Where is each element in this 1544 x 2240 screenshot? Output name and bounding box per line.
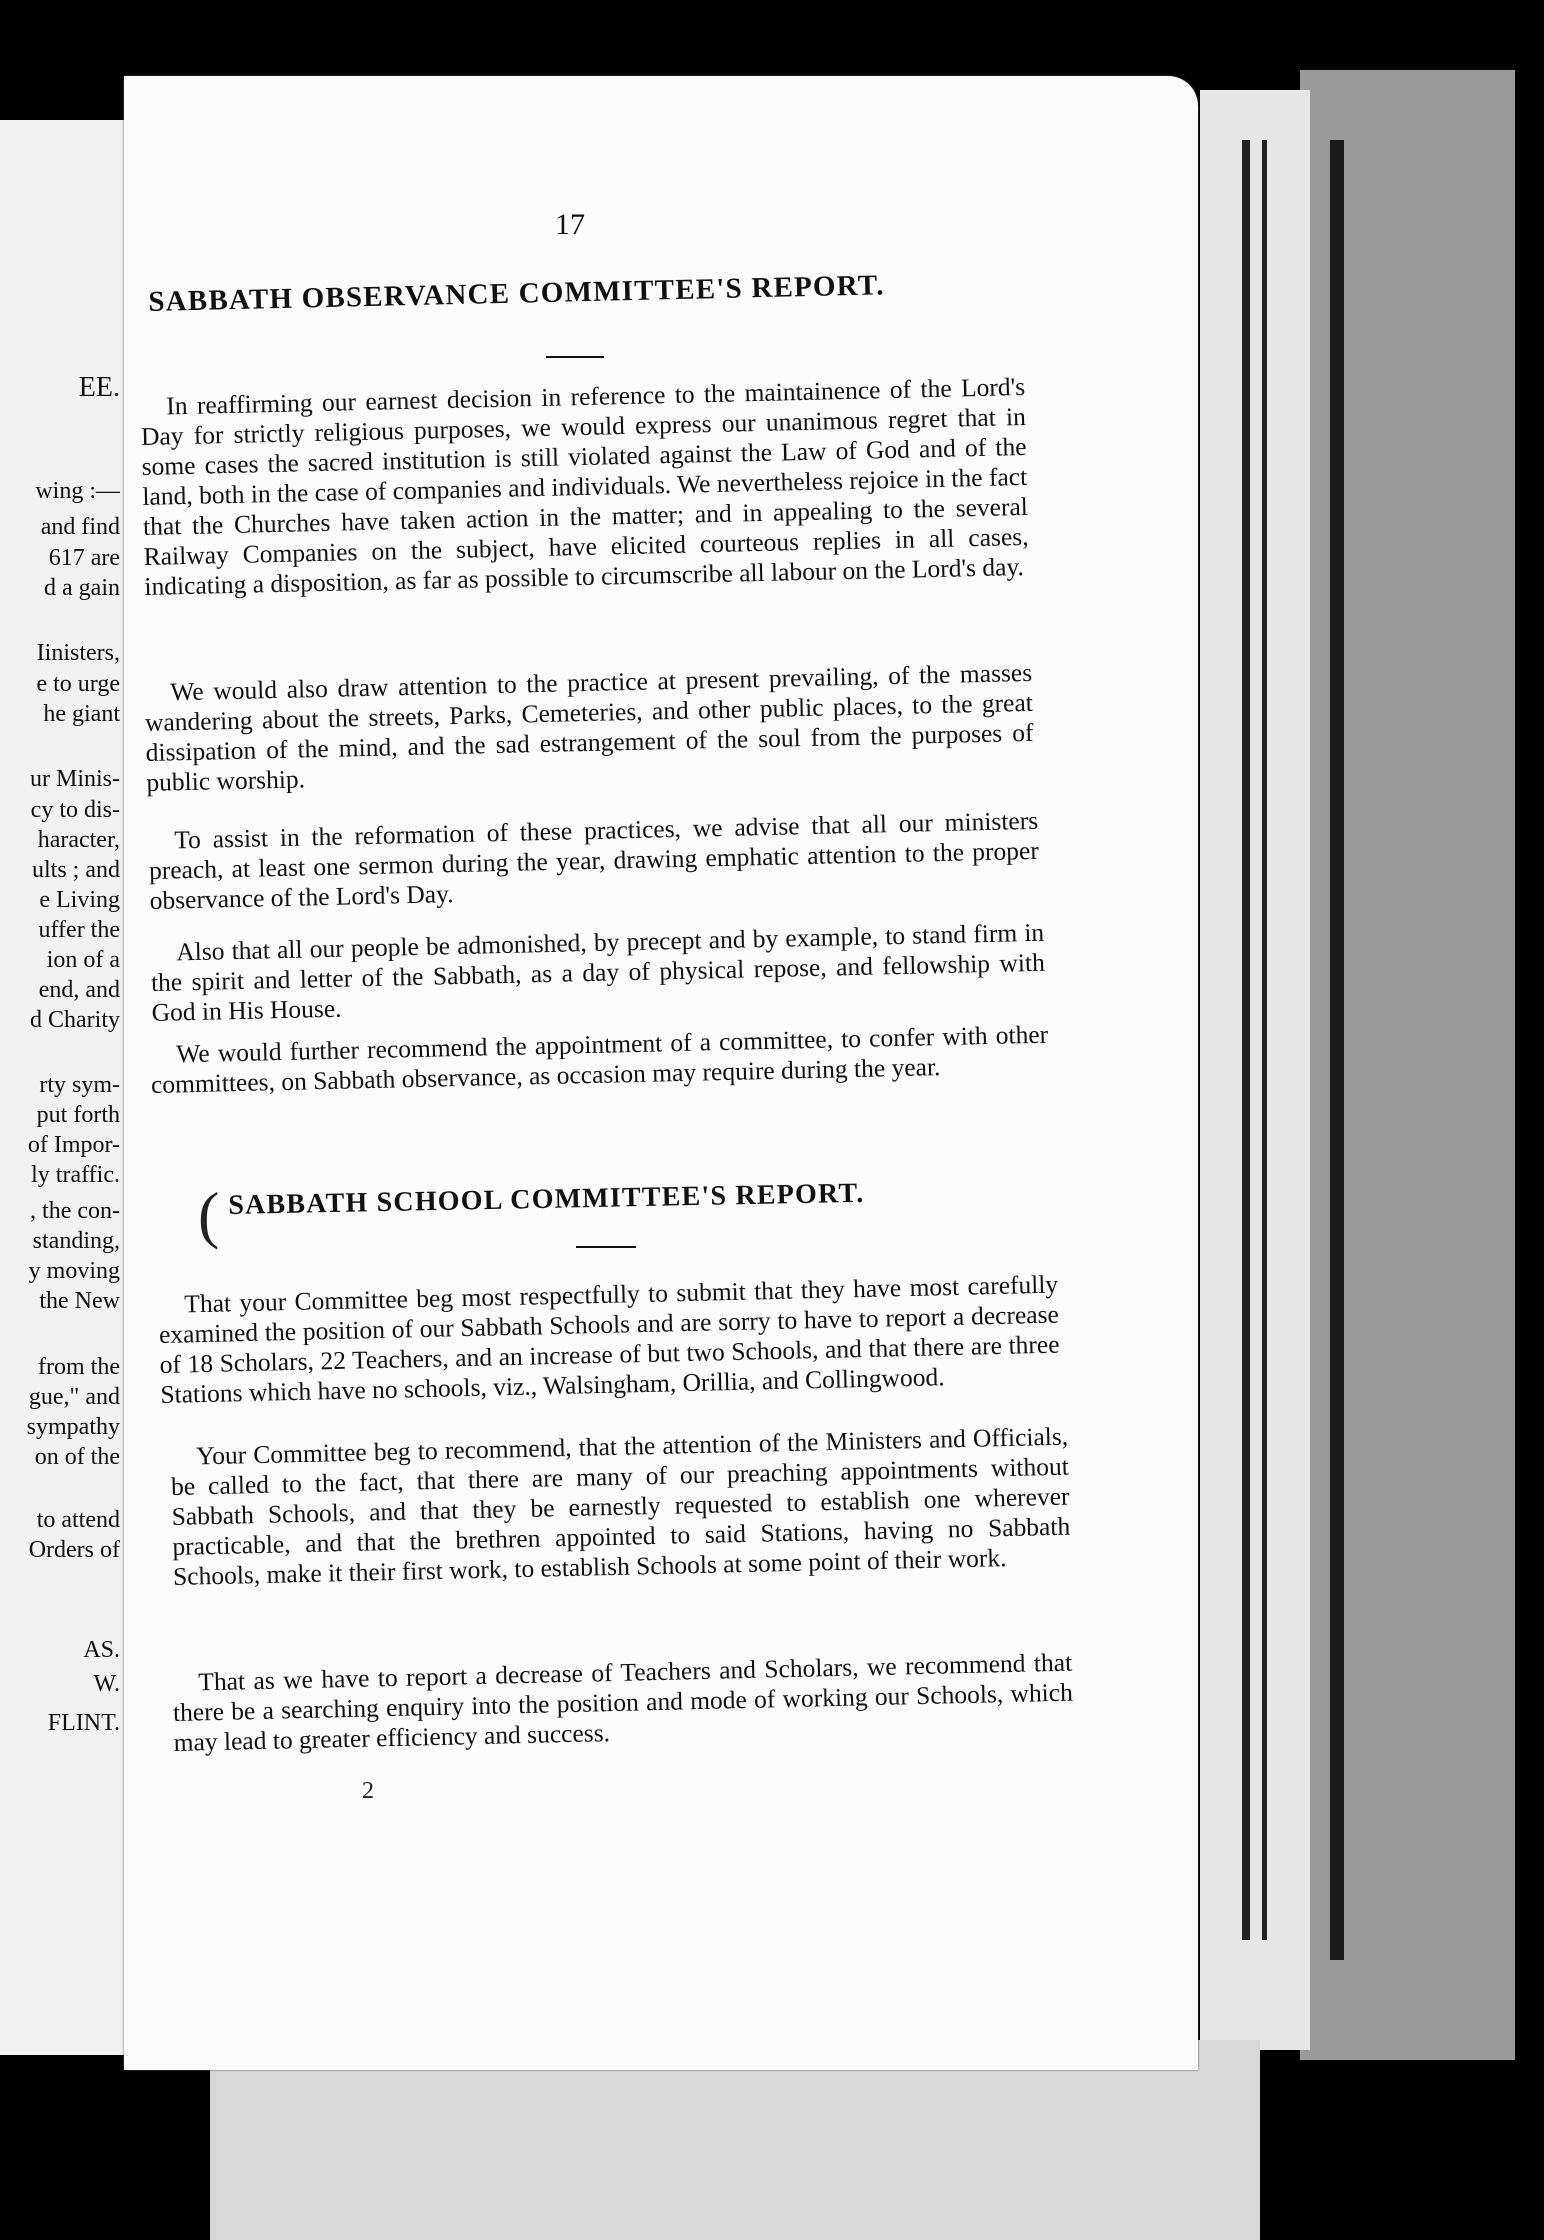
facing-page-line: standing, — [32, 1228, 120, 1254]
section-heading-sabbath-school: SABBATH SCHOOL COMMITTEE'S REPORT. — [228, 1177, 865, 1221]
facing-page-line: Iinisters, — [36, 640, 120, 666]
facing-page-line: d a gain — [44, 575, 120, 601]
underlying-page-strip — [210, 2040, 1260, 2240]
facing-page-line: e Living — [39, 887, 120, 913]
bracket-mark: ( — [198, 1179, 220, 1250]
facing-page-line: Orders of — [28, 1537, 120, 1563]
signature-mark: 2 — [362, 1778, 374, 1804]
facing-page-line: AS. — [83, 1637, 120, 1663]
facing-page-line: from the — [38, 1354, 120, 1380]
facing-page-line: end, and — [38, 977, 120, 1003]
facing-page-line: ur Minis- — [30, 766, 120, 792]
facing-page-line: wing :— — [35, 478, 120, 504]
facing-page-text — [0, 0, 120, 2240]
page-edge-line — [1242, 140, 1250, 1940]
facing-page-line: put forth — [36, 1102, 120, 1128]
page-number: 17 — [555, 208, 585, 241]
facing-page-line: ults ; and — [32, 857, 120, 883]
facing-page-line: sympathy — [26, 1414, 120, 1440]
book-edge-pages — [1200, 90, 1310, 2050]
facing-page-line: , the con- — [30, 1198, 120, 1224]
paragraph: Also that all our people be admonished, by precept and by example, to stand firm in the spirit and letter of the Sabbath, as a day of physical repose, and fellowship with God in His House. — [150, 917, 1046, 1027]
facing-page-line: EE. — [78, 372, 120, 403]
page-edge-line — [1330, 140, 1344, 1960]
facing-page-line: to attend — [36, 1507, 120, 1533]
heading-rule — [576, 1246, 636, 1248]
paragraph: That as we have to report a decrease of Teachers and Scholars, we recommend that there be a searching enquiry into the position and mode of working our Schools, which may lead to greater efficiency and success. — [172, 1647, 1074, 1757]
facing-page-line: e to urge — [36, 671, 120, 697]
facing-page-line: rty sym- — [39, 1072, 120, 1098]
facing-page-line: uffer the — [38, 917, 120, 943]
facing-page-line: ion of a — [46, 947, 120, 973]
paragraph: We would further recommend the appointment of a committee, to confer with other committees, on Sabbath observance, as occasion may require during the year. — [150, 1019, 1049, 1099]
paragraph: We would also draw attention to the practice at present prevailing, of the masses wandering about the streets, Parks, Cemeteries, and other public places, to the great dissipation of the mind, and the sad estrangement of the soul from the purposes of public worship. — [144, 657, 1034, 797]
facing-page-line: haracter, — [37, 827, 120, 853]
facing-page-line: and find — [40, 514, 120, 540]
facing-page-line: 617 are — [48, 545, 120, 571]
facing-page-line: he giant — [43, 701, 120, 727]
section-heading-sabbath-observance: SABBATH OBSERVANCE COMMITTEE'S REPORT. — [148, 269, 886, 318]
facing-page-line: ly traffic. — [31, 1162, 120, 1188]
heading-rule — [546, 356, 604, 358]
facing-page-line: of Impor- — [27, 1132, 120, 1158]
facing-page-line: FLINT. — [47, 1710, 120, 1736]
paragraph: To assist in the reformation of these practices, we advise that all our ministers preach, at least one sermon during the year, drawing emphatic attention to the proper observance of the Lord's Day. — [148, 805, 1040, 915]
paragraph: In reaffirming our earnest decision in reference to the maintainence of the Lord's Day for strictly religious purposes, we would express our unanimous regret that in some cases the sacred institution is still violated against the Law of God and of the land, both in the case of companies and individuals. We nevertheless rejoice in the fact that the Churches have taken action in the matter; and in appealing to the several Railway Companies on the subject, have elicited courteous replies in all cases, indicating a disposition, as far as possible to circumscribe all labour on the Lord's day. — [140, 371, 1029, 601]
facing-page-line: the New — [39, 1288, 120, 1314]
facing-page-line: on of the — [34, 1444, 120, 1470]
facing-page-line: gue," and — [28, 1384, 120, 1410]
facing-page-line: W. — [93, 1671, 120, 1697]
page-edge-line — [1262, 140, 1267, 1940]
paragraph: That your Committee beg most respectfully to submit that they have most carefully examined the position of our Sabbath Schools and are sorry to have to report a decrease of 18 Scholars, 22 Teachers, and an increase of but two Schools, and that there are three Stations which have no schools, viz., Walsingham, Orillia, and Collingwood. — [158, 1269, 1060, 1409]
facing-page-line: d Charity — [30, 1007, 120, 1033]
facing-page-line: y moving — [28, 1258, 120, 1284]
paragraph: Your Committee beg to recommend, that the attention of the Ministers and Officials, be called to the fact, that there are many of our preaching appointments without Sabbath Schools, and that they be earnestly requested to establish one wherever practicable, and that the brethren appointed to said Stations, having no Sabbath Schools, make it their first work, to establish Schools at some point of their work. — [170, 1421, 1071, 1591]
facing-page-line: cy to dis- — [30, 797, 120, 823]
